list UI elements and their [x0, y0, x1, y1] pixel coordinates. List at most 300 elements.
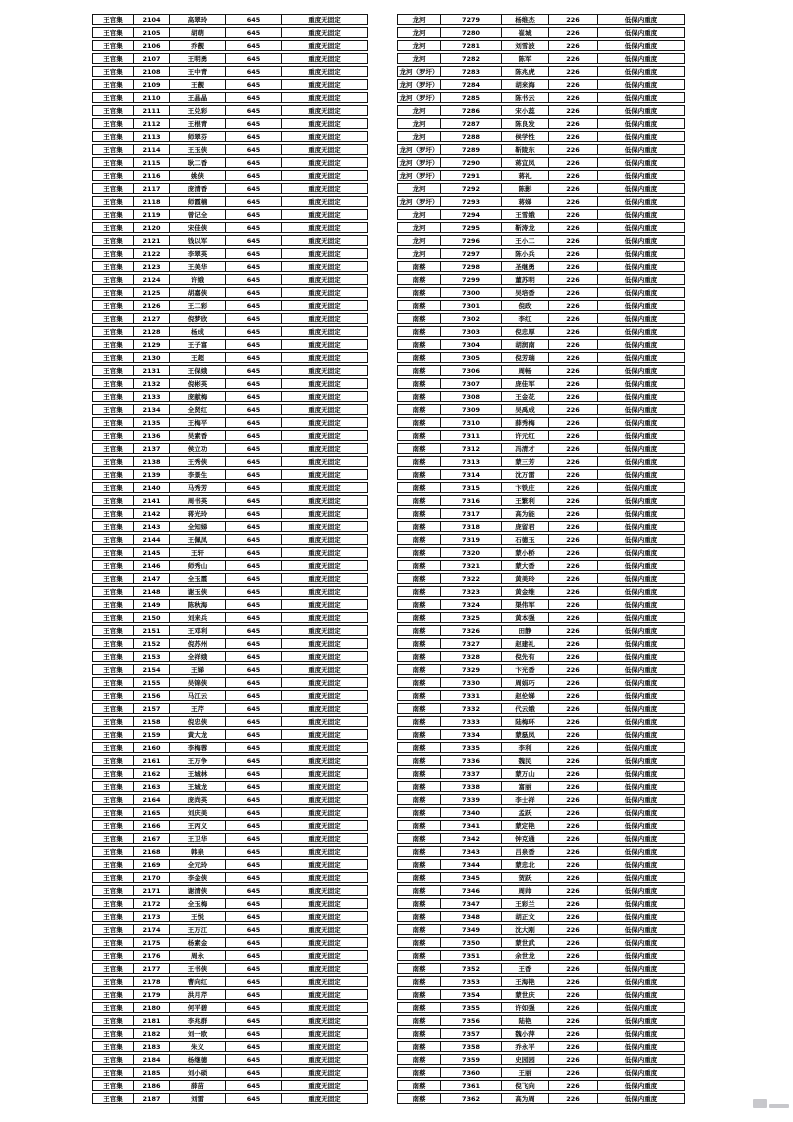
table-row	[92, 560, 368, 571]
cell-town: 王官集	[92, 417, 134, 428]
table-row	[92, 547, 368, 558]
cell-amount: 645	[225, 924, 282, 935]
table-row	[92, 1002, 368, 1013]
cell-town: 王官集	[92, 365, 134, 376]
cell-town: 南蔡	[397, 560, 441, 571]
cell-id: 7345	[440, 872, 502, 883]
table-row	[92, 1041, 368, 1052]
cell-amount: 226	[548, 1093, 598, 1104]
cell-amount: 226	[548, 638, 598, 649]
cell-town: 王官集	[92, 989, 134, 1000]
cell-category: 重度无固定	[281, 339, 368, 350]
cell-id: 2139	[133, 469, 170, 480]
cell-category: 低保内重度	[597, 742, 685, 753]
cell-id: 7336	[440, 755, 502, 766]
cell-category: 重度无固定	[281, 469, 368, 480]
cell-name: 庞佳军	[501, 378, 549, 389]
table-row	[92, 157, 368, 168]
cell-name: 周书英	[169, 495, 226, 506]
cell-amount: 226	[548, 911, 598, 922]
cell-id: 2163	[133, 781, 170, 792]
cell-town: 南蔡	[397, 300, 441, 311]
cell-id: 2177	[133, 963, 170, 974]
cell-name: 薛秀梅	[501, 417, 549, 428]
cell-town: 龙河（罗圩）	[397, 66, 441, 77]
cell-amount: 645	[225, 911, 282, 922]
cell-amount: 645	[225, 365, 282, 376]
cell-amount: 645	[225, 534, 282, 545]
cell-name: 周娟巧	[501, 677, 549, 688]
cell-category: 重度无固定	[281, 937, 368, 948]
cell-amount: 226	[548, 586, 598, 597]
cell-amount: 226	[548, 14, 598, 25]
table-row	[397, 534, 685, 545]
cell-id: 7360	[440, 1067, 502, 1078]
cell-name: 蒙世武	[501, 937, 549, 948]
cell-category: 低保内重度	[597, 170, 685, 181]
cell-town: 王官集	[92, 508, 134, 519]
table-row	[397, 950, 685, 961]
cell-town: 南蔡	[397, 1093, 441, 1104]
cell-town: 南蔡	[397, 547, 441, 558]
cell-amount: 645	[225, 859, 282, 870]
cell-category: 重度无固定	[281, 14, 368, 25]
cell-name: 王子富	[169, 339, 226, 350]
cell-amount: 226	[548, 716, 598, 727]
cell-town: 南蔡	[397, 651, 441, 662]
cell-amount: 645	[225, 716, 282, 727]
cell-amount: 645	[225, 1028, 282, 1039]
cell-town: 南蔡	[397, 365, 441, 376]
cell-town: 王官集	[92, 183, 134, 194]
cell-amount: 645	[225, 1041, 282, 1052]
cell-town: 南蔡	[397, 989, 441, 1000]
cell-amount: 645	[225, 612, 282, 623]
cell-id: 7359	[440, 1054, 502, 1065]
cell-category: 低保内重度	[597, 677, 685, 688]
table-row	[92, 339, 368, 350]
cell-town: 龙河	[397, 183, 441, 194]
cell-name: 马秀芳	[169, 482, 226, 493]
cell-town: 王官集	[92, 339, 134, 350]
cell-name: 胡正文	[501, 911, 549, 922]
cell-id: 2120	[133, 222, 170, 233]
table-row	[397, 833, 685, 844]
cell-name: 朱义	[169, 1041, 226, 1052]
cell-category: 重度无固定	[281, 417, 368, 428]
cell-category: 重度无固定	[281, 859, 368, 870]
cell-name: 王超	[169, 352, 226, 363]
table-row	[397, 391, 685, 402]
table-row	[397, 339, 685, 350]
cell-amount: 226	[548, 560, 598, 571]
cell-town: 王官集	[92, 521, 134, 532]
cell-town: 南蔡	[397, 1002, 441, 1013]
cell-name: 蒙世庆	[501, 989, 549, 1000]
table-row	[397, 521, 685, 532]
cell-category: 低保内重度	[597, 196, 685, 207]
cell-town: 南蔡	[397, 1054, 441, 1065]
cell-name: 蒋娣	[501, 196, 549, 207]
cell-amount: 226	[548, 521, 598, 532]
cell-category: 重度无固定	[281, 807, 368, 818]
cell-name: 吴禹成	[501, 404, 549, 415]
cell-name: 倪芳瑞	[501, 352, 549, 363]
cell-category: 重度无固定	[281, 664, 368, 675]
cell-town: 南蔡	[397, 729, 441, 740]
cell-name: 姚侠	[169, 170, 226, 181]
cell-id: 7310	[440, 417, 502, 428]
table-row	[92, 742, 368, 753]
cell-name: 胡来海	[501, 79, 549, 90]
cell-name: 蒋光玲	[169, 508, 226, 519]
cell-category: 重度无固定	[281, 898, 368, 909]
cell-category: 重度无固定	[281, 404, 368, 415]
table-row	[92, 989, 368, 1000]
cell-amount: 226	[548, 287, 598, 298]
cell-town: 王官集	[92, 742, 134, 753]
cell-town: 南蔡	[397, 781, 441, 792]
cell-name: 杨成	[169, 326, 226, 337]
table-row	[397, 781, 685, 792]
cell-name: 李兆群	[169, 1015, 226, 1026]
cell-id: 7297	[440, 248, 502, 259]
cell-id: 2148	[133, 586, 170, 597]
table-row	[397, 742, 685, 753]
cell-amount: 645	[225, 729, 282, 740]
cell-amount: 226	[548, 976, 598, 987]
cell-town: 王官集	[92, 27, 134, 38]
cell-amount: 645	[225, 118, 282, 129]
table-row	[397, 859, 685, 870]
cell-amount: 645	[225, 690, 282, 701]
cell-name: 魏民	[501, 755, 549, 766]
cell-category: 低保内重度	[597, 612, 685, 623]
table-row	[397, 937, 685, 948]
cell-town: 王官集	[92, 1028, 134, 1039]
cell-town: 王官集	[92, 651, 134, 662]
cell-name: 王梅平	[169, 417, 226, 428]
table-row	[397, 989, 685, 1000]
table-row	[397, 404, 685, 415]
cell-id: 2135	[133, 417, 170, 428]
cell-category: 重度无固定	[281, 482, 368, 493]
table-row	[92, 768, 368, 779]
cell-name: 代云娥	[501, 703, 549, 714]
cell-name: 全贤红	[169, 404, 226, 415]
table-row	[92, 27, 368, 38]
table-row	[397, 1054, 685, 1065]
cell-amount: 645	[225, 105, 282, 116]
cell-name: 王繁利	[501, 495, 549, 506]
cell-category: 低保内重度	[597, 716, 685, 727]
table-row	[397, 105, 685, 116]
cell-category: 重度无固定	[281, 989, 368, 1000]
cell-amount: 645	[225, 300, 282, 311]
table-row	[92, 118, 368, 129]
cell-category: 重度无固定	[281, 326, 368, 337]
cell-id: 7329	[440, 664, 502, 675]
table-row	[92, 625, 368, 636]
cell-amount: 226	[548, 417, 598, 428]
cell-town: 王官集	[92, 157, 134, 168]
cell-category: 重度无固定	[281, 27, 368, 38]
cell-category: 重度无固定	[281, 378, 368, 389]
table-row	[92, 456, 368, 467]
table-row	[92, 40, 368, 51]
cell-category: 重度无固定	[281, 40, 368, 51]
cell-town: 王官集	[92, 937, 134, 948]
cell-name: 王兑彩	[169, 105, 226, 116]
cell-category: 重度无固定	[281, 885, 368, 896]
cell-amount: 645	[225, 768, 282, 779]
cell-name: 王丽	[501, 1067, 549, 1078]
cell-name: 庞献梅	[169, 391, 226, 402]
cell-category: 低保内重度	[597, 573, 685, 584]
cell-id: 7320	[440, 547, 502, 558]
table-row	[397, 586, 685, 597]
cell-id: 7311	[440, 430, 502, 441]
table-row	[397, 456, 685, 467]
cell-name: 黄金维	[501, 586, 549, 597]
cell-name: 黄美玲	[501, 573, 549, 584]
cell-id: 7287	[440, 118, 502, 129]
cell-id: 7325	[440, 612, 502, 623]
cell-id: 7362	[440, 1093, 502, 1104]
cell-amount: 645	[225, 287, 282, 298]
cell-amount: 226	[548, 92, 598, 103]
cell-town: 王官集	[92, 898, 134, 909]
cell-category: 低保内重度	[597, 664, 685, 675]
cell-category: 低保内重度	[597, 378, 685, 389]
cell-name: 蒋礼	[501, 170, 549, 181]
cell-amount: 226	[548, 391, 598, 402]
cell-amount: 645	[225, 1093, 282, 1104]
cell-category: 低保内重度	[597, 846, 685, 857]
table-row	[92, 729, 368, 740]
cell-name: 刘雷	[169, 1093, 226, 1104]
cell-id: 7351	[440, 950, 502, 961]
table-row	[92, 859, 368, 870]
cell-category: 重度无固定	[281, 365, 368, 376]
table-row	[397, 599, 685, 610]
cell-name: 王根青	[169, 118, 226, 129]
left-page-table	[92, 14, 368, 1106]
cell-town: 王官集	[92, 430, 134, 441]
table-row	[92, 391, 368, 402]
cell-name: 陈军	[501, 53, 549, 64]
table-row	[397, 222, 685, 233]
cell-category: 低保内重度	[597, 482, 685, 493]
cell-name: 陆艳	[501, 1015, 549, 1026]
cell-id: 2155	[133, 677, 170, 688]
cell-town: 王官集	[92, 573, 134, 584]
cell-category: 重度无固定	[281, 495, 368, 506]
cell-name: 倪忠厚	[501, 326, 549, 337]
cell-name: 杨继德	[169, 1054, 226, 1065]
cell-town: 南蔡	[397, 313, 441, 324]
table-row	[92, 495, 368, 506]
cell-town: 南蔡	[397, 326, 441, 337]
cell-category: 重度无固定	[281, 703, 368, 714]
cell-name: 许元红	[501, 430, 549, 441]
table-row	[92, 924, 368, 935]
table-row	[92, 417, 368, 428]
cell-name: 王玉侠	[169, 144, 226, 155]
cell-town: 南蔡	[397, 1080, 441, 1091]
cell-amount: 226	[548, 495, 598, 506]
cell-id: 7334	[440, 729, 502, 740]
table-row	[92, 885, 368, 896]
cell-id: 7289	[440, 144, 502, 155]
cell-town: 南蔡	[397, 807, 441, 818]
cell-town: 王官集	[92, 326, 134, 337]
cell-amount: 226	[548, 612, 598, 623]
table-row	[92, 14, 368, 25]
cell-amount: 226	[548, 677, 598, 688]
cell-town: 南蔡	[397, 287, 441, 298]
cell-id: 2161	[133, 755, 170, 766]
cell-category: 重度无固定	[281, 1054, 368, 1065]
cell-name: 孟跃	[501, 807, 549, 818]
cell-id: 7294	[440, 209, 502, 220]
cell-name: 王城林	[169, 768, 226, 779]
cell-amount: 226	[548, 625, 598, 636]
cell-id: 7361	[440, 1080, 502, 1091]
cell-name: 曾记全	[169, 209, 226, 220]
cell-name: 冯清才	[501, 443, 549, 454]
cell-name: 刘雪波	[501, 40, 549, 51]
cell-town: 王官集	[92, 482, 134, 493]
cell-name: 黄大龙	[169, 729, 226, 740]
cell-amount: 645	[225, 248, 282, 259]
cell-name: 谢玉侠	[169, 586, 226, 597]
cell-category: 重度无固定	[281, 391, 368, 402]
table-row	[92, 755, 368, 766]
cell-id: 7295	[440, 222, 502, 233]
cell-id: 2134	[133, 404, 170, 415]
cell-town: 王官集	[92, 456, 134, 467]
cell-id: 2111	[133, 105, 170, 116]
cell-category: 重度无固定	[281, 118, 368, 129]
cell-town: 龙河	[397, 222, 441, 233]
cell-id: 7333	[440, 716, 502, 727]
cell-category: 重度无固定	[281, 833, 368, 844]
cell-amount: 645	[225, 521, 282, 532]
cell-name: 王中青	[169, 66, 226, 77]
table-row	[397, 1041, 685, 1052]
cell-amount: 226	[548, 534, 598, 545]
cell-town: 南蔡	[397, 495, 441, 506]
cell-id: 2146	[133, 560, 170, 571]
cell-town: 王官集	[92, 170, 134, 181]
cell-category: 低保内重度	[597, 248, 685, 259]
cell-category: 重度无固定	[281, 547, 368, 558]
cell-name: 全祥娥	[169, 651, 226, 662]
cell-category: 低保内重度	[597, 40, 685, 51]
cell-category: 低保内重度	[597, 638, 685, 649]
cell-amount: 226	[548, 105, 598, 116]
cell-id: 7284	[440, 79, 502, 90]
cell-category: 重度无固定	[281, 768, 368, 779]
cell-town: 南蔡	[397, 833, 441, 844]
cell-town: 南蔡	[397, 690, 441, 701]
cell-amount: 645	[225, 651, 282, 662]
cell-town: 南蔡	[397, 469, 441, 480]
cell-id: 7293	[440, 196, 502, 207]
cell-id: 7318	[440, 521, 502, 532]
cell-name: 王海艳	[501, 976, 549, 987]
cell-name: 师翠芬	[169, 131, 226, 142]
cell-town: 南蔡	[397, 625, 441, 636]
cell-name: 王秀侠	[169, 456, 226, 467]
table-row	[397, 1080, 685, 1091]
cell-amount: 226	[548, 248, 598, 259]
cell-town: 王官集	[92, 638, 134, 649]
cell-name: 倪忠侠	[169, 716, 226, 727]
cell-id: 2130	[133, 352, 170, 363]
cell-town: 南蔡	[397, 482, 441, 493]
cell-name: 胡润南	[501, 339, 549, 350]
cell-town: 王官集	[92, 79, 134, 90]
cell-town: 王官集	[92, 950, 134, 961]
cell-town: 南蔡	[397, 508, 441, 519]
cell-id: 7317	[440, 508, 502, 519]
table-row	[92, 1015, 368, 1026]
cell-town: 王官集	[92, 40, 134, 51]
cell-amount: 226	[548, 339, 598, 350]
table-row	[92, 300, 368, 311]
cell-category: 低保内重度	[597, 1041, 685, 1052]
cell-name: 胡萌	[169, 27, 226, 38]
cell-town: 南蔡	[397, 963, 441, 974]
cell-id: 2165	[133, 807, 170, 818]
cell-id: 2156	[133, 690, 170, 701]
table-row	[397, 716, 685, 727]
cell-id: 7327	[440, 638, 502, 649]
cell-amount: 226	[548, 1002, 598, 1013]
cell-category: 低保内重度	[597, 625, 685, 636]
cell-town: 龙河	[397, 248, 441, 259]
cell-category: 重度无固定	[281, 313, 368, 324]
table-row	[397, 157, 685, 168]
cell-name: 刘一欧	[169, 1028, 226, 1039]
table-row	[92, 846, 368, 857]
cell-amount: 226	[548, 690, 598, 701]
cell-amount: 226	[548, 469, 598, 480]
cell-name: 侯学性	[501, 131, 549, 142]
cell-category: 低保内重度	[597, 222, 685, 233]
cell-category: 重度无固定	[281, 911, 368, 922]
cell-id: 7316	[440, 495, 502, 506]
cell-amount: 226	[548, 261, 598, 272]
cell-name: 刘来兵	[169, 612, 226, 623]
cell-category: 低保内重度	[597, 937, 685, 948]
cell-name: 富丽	[501, 781, 549, 792]
table-row	[397, 729, 685, 740]
cell-town: 南蔡	[397, 1041, 441, 1052]
cell-category: 低保内重度	[597, 820, 685, 831]
cell-town: 王官集	[92, 625, 134, 636]
cell-town: 南蔡	[397, 352, 441, 363]
cell-amount: 226	[548, 872, 598, 883]
table-row	[397, 209, 685, 220]
cell-id: 2158	[133, 716, 170, 727]
cell-id: 2166	[133, 820, 170, 831]
cell-amount: 226	[548, 313, 598, 324]
table-row	[397, 261, 685, 272]
table-row	[397, 911, 685, 922]
